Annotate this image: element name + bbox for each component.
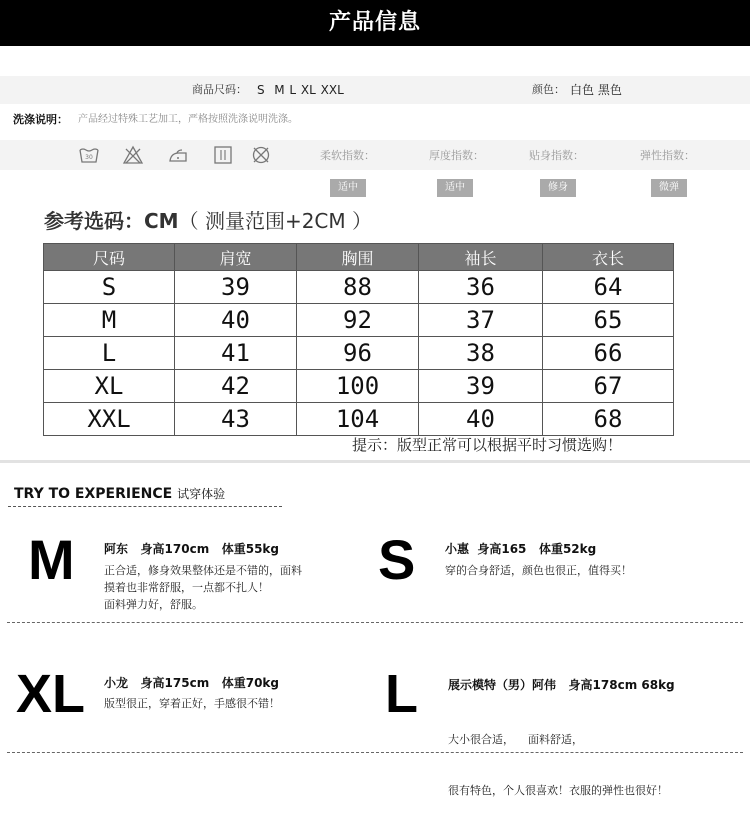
color-value: 白色 黑色 — [570, 83, 622, 97]
table-cell: 39 — [419, 370, 543, 403]
dashed-divider — [7, 622, 743, 623]
reference-title — [44, 205, 372, 237]
elasticity-label: 弹性指数： — [640, 149, 695, 162]
table-row — [44, 403, 674, 436]
size-letter-s: S — [378, 528, 416, 591]
table-cell: 96 — [297, 337, 419, 370]
dashed-divider-bottom — [7, 752, 743, 753]
size-letter-m: M — [28, 528, 75, 591]
table-cell: 67 — [543, 370, 674, 403]
table-cell: 92 — [297, 304, 419, 337]
try-title-underline — [8, 506, 282, 507]
section-divider — [0, 460, 750, 463]
wash-30-icon — [78, 144, 100, 166]
table-cell: 68 — [543, 403, 674, 436]
header-shoulder: 肩宽 — [175, 244, 297, 271]
iron-icon — [167, 144, 189, 166]
desc-line: 正合适，修身效果整体还是不错的，面料 — [104, 564, 302, 577]
size-label: 商品尺码： — [192, 83, 247, 96]
header-size: 尺码 — [44, 244, 175, 271]
table-cell: 38 — [419, 337, 543, 370]
fit-label: 贴身指数： — [529, 149, 584, 162]
person-name: 小惠 身高165 体重52kg — [445, 542, 597, 556]
wash-label: 洗涤说明： — [13, 113, 68, 126]
table-row — [44, 304, 674, 337]
table-cell: 37 — [419, 304, 543, 337]
table-cell: 40 — [175, 304, 297, 337]
header-chest: 胸围 — [297, 244, 419, 271]
thickness-badge: 适中 — [437, 179, 473, 197]
table-cell: M — [44, 304, 175, 337]
table-cell: 36 — [419, 271, 543, 304]
person-desc — [445, 562, 632, 579]
reference-title-note: （ 测量范围+2CM ） — [178, 209, 373, 233]
size-letter-xl: XL — [16, 664, 86, 724]
softness-badge: 适中 — [330, 179, 366, 197]
thickness-label: 厚度指数： — [429, 149, 484, 162]
person-name: 阿东 身高170cm 体重55kg — [104, 542, 280, 556]
color-label: 颜色： — [532, 83, 565, 96]
try-title-en: TRY TO EXPERIENCE — [14, 486, 173, 502]
person-name: 小龙 身高175cm 体重70kg — [104, 676, 280, 690]
person-desc — [104, 562, 302, 613]
tip-text: 提示：版型正常可以根据平时习惯选购！ — [352, 436, 623, 454]
elasticity-badge: 微弹 — [651, 179, 687, 197]
table-cell: 41 — [175, 337, 297, 370]
table-cell: S — [44, 271, 175, 304]
table-cell: 88 — [297, 271, 419, 304]
table-cell: 65 — [543, 304, 674, 337]
desc-line: 面料弹力好，舒服。 — [104, 598, 203, 611]
try-title-cn: 试穿体验 — [177, 487, 226, 501]
table-cell: 42 — [175, 370, 297, 403]
desc-line: 摸着也非常舒服，一点都不扎人！ — [104, 581, 269, 594]
fit-badge: 修身 — [540, 179, 576, 197]
softness-label: 柔软指数： — [320, 149, 375, 162]
table-cell: 40 — [419, 403, 543, 436]
page-title: 产品信息 — [328, 10, 421, 35]
table-cell: 66 — [543, 337, 674, 370]
table-cell: XL — [44, 370, 175, 403]
try-section-title — [14, 484, 225, 504]
no-bleach-icon — [122, 144, 144, 166]
table-cell: 104 — [297, 403, 419, 436]
table-cell: 100 — [297, 370, 419, 403]
desc-line: 版型很正，穿着正好，手感很不错！ — [104, 697, 280, 710]
header-length: 衣长 — [543, 244, 674, 271]
size-value: S M L XL XXL — [257, 83, 344, 97]
info-row-background — [0, 76, 750, 104]
person-desc — [104, 695, 280, 712]
reference-title-bold: 参考选码：CM — [44, 209, 179, 233]
table-row — [44, 271, 674, 304]
table-row — [44, 337, 674, 370]
table-header-row — [44, 244, 674, 271]
person-name: 展示模特（男）阿伟 身高178cm 68kg — [448, 678, 675, 692]
care-band — [0, 140, 750, 170]
table-cell: 39 — [175, 271, 297, 304]
table-cell: XXL — [44, 403, 175, 436]
size-table — [43, 243, 674, 436]
table-cell: L — [44, 337, 175, 370]
wash-text: 产品经过特殊工艺加工，严格按照洗涤说明洗涤。 — [78, 114, 298, 125]
svg-text:30: 30 — [85, 154, 93, 161]
table-cell: 43 — [175, 403, 297, 436]
header-sleeve: 袖长 — [419, 244, 543, 271]
table-cell: 64 — [543, 271, 674, 304]
table-row — [44, 370, 674, 403]
size-letter-l: L — [385, 664, 418, 724]
desc-line: 很有特色，个人很喜欢！衣服的弹性也很好！ — [448, 784, 668, 797]
tumble-dry-icon — [212, 144, 234, 166]
desc-line: 穿的合身舒适，颜色也很正，值得买！ — [445, 564, 632, 577]
desc-line: 大小很合适， 面料舒适， — [448, 733, 583, 746]
no-dry-clean-icon — [250, 144, 272, 166]
person-desc — [448, 697, 668, 816]
